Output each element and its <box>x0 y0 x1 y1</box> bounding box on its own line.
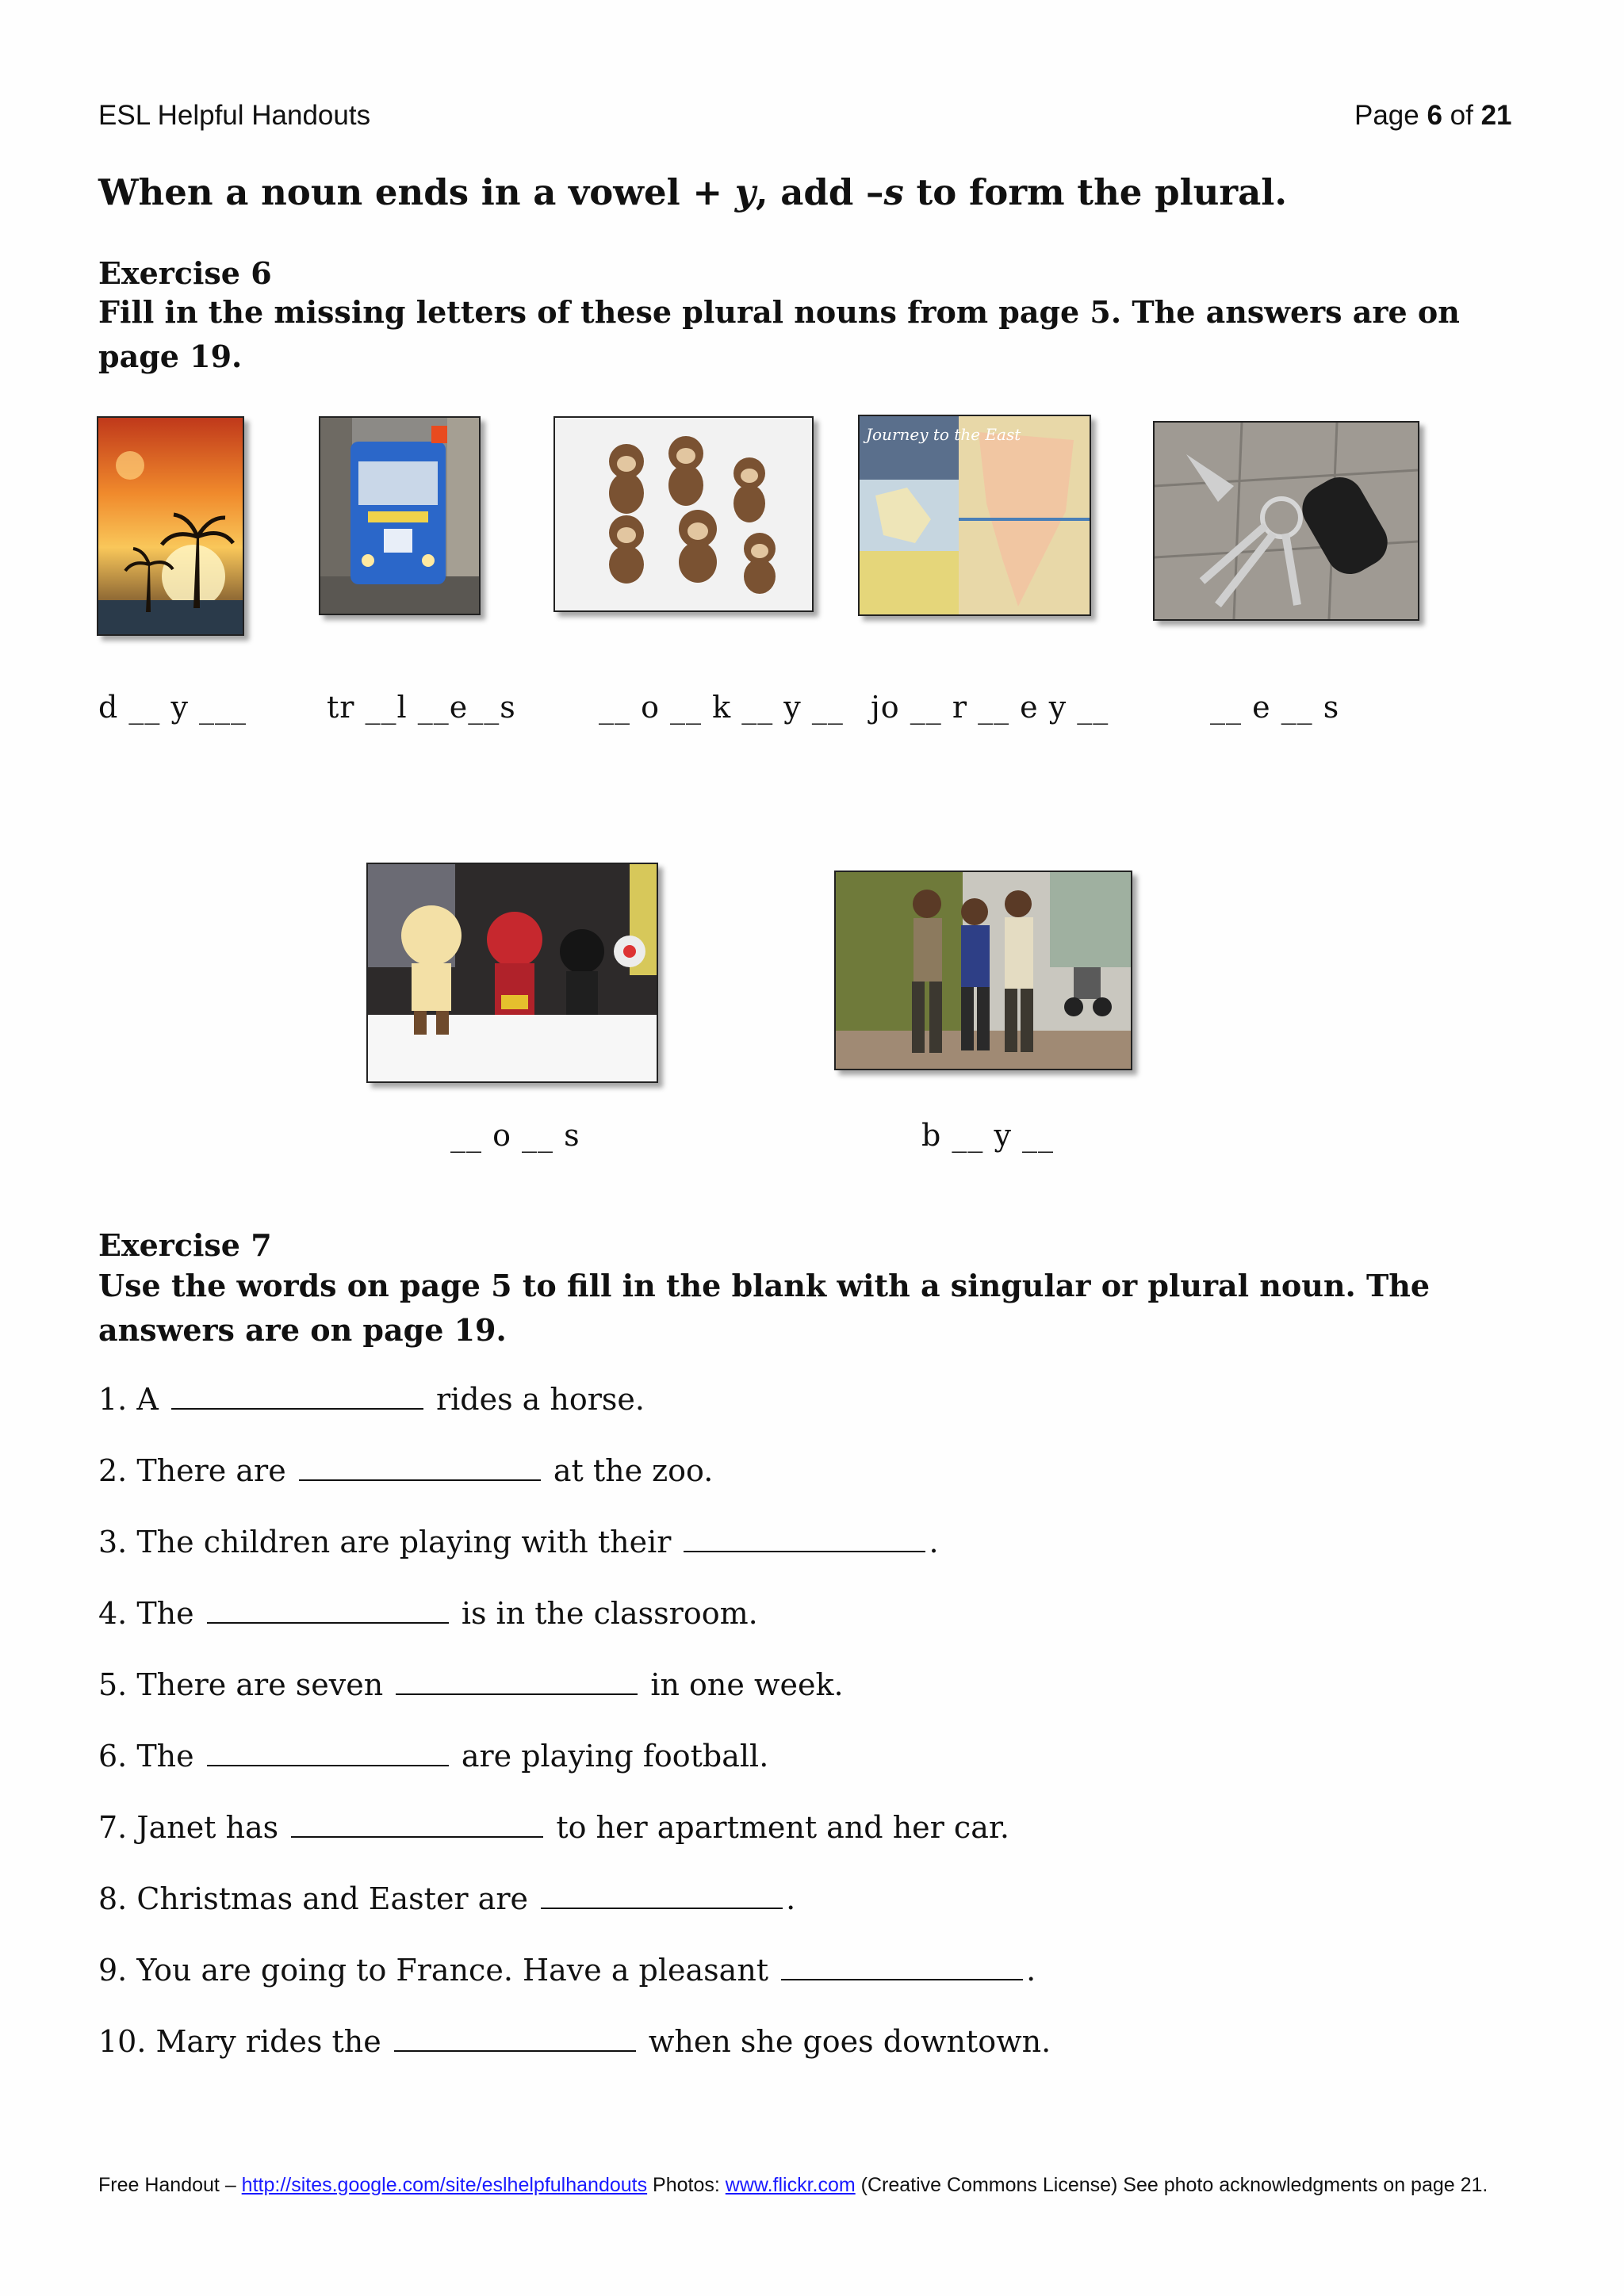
boys-image <box>836 872 1131 1069</box>
question-text: rides a horse. <box>426 1382 645 1417</box>
exercise7-title: Exercise 7 <box>98 1227 272 1263</box>
rule-part: When a noun ends in a vowel <box>98 171 693 213</box>
map-caption: Journey to the East <box>866 425 1021 444</box>
footer <box>98 2174 1488 2197</box>
footer-text: Photos: <box>647 2174 726 2196</box>
question-7 <box>98 1809 1009 1845</box>
question-text: 6. The <box>98 1739 204 1774</box>
question-text: 1. A <box>98 1382 168 1417</box>
map-image <box>860 416 1090 614</box>
monkeys-image <box>555 418 812 610</box>
clue-6: __ o __ s <box>450 1118 580 1153</box>
answer-blank[interactable] <box>291 1809 543 1838</box>
exercise6-instructions: Fill in the missing letters of these plural nouns from page 5. The answers are on page 19. <box>98 294 1460 374</box>
question-4 <box>98 1595 758 1631</box>
exercise7-instructions: Use the words on page 5 to fill in the blank with a singular or plural noun. The answers are on page 19. <box>98 1268 1431 1348</box>
question-text: . <box>1026 1953 1036 1988</box>
footer-link-handouts[interactable]: http://sites.google.com/site/eslhelpfulhandouts <box>241 2174 648 2196</box>
photo-keys <box>1153 421 1419 621</box>
rule-part: + y <box>692 171 756 213</box>
page-prefix: Page <box>1354 100 1427 131</box>
question-text: 3. The children are playing with their <box>98 1525 681 1559</box>
page-of: of <box>1442 100 1481 131</box>
photo-toys <box>366 863 658 1083</box>
question-text: 7. Janet has <box>98 1810 289 1845</box>
toys-image <box>368 864 657 1081</box>
clue-2: tr __l __e__s <box>327 690 516 725</box>
photo-sunset <box>97 416 244 636</box>
clue-3: __ o __ k __ y __ <box>599 690 844 725</box>
sunset-image <box>98 418 243 634</box>
clue-5: __ e __ s <box>1210 690 1340 725</box>
trolley-image <box>320 418 479 614</box>
footer-link-flickr[interactable]: www.flickr.com <box>725 2174 856 2196</box>
answer-blank[interactable] <box>171 1381 423 1410</box>
photo-journey-map <box>858 415 1091 616</box>
answer-blank[interactable] <box>541 1881 783 1909</box>
question-text: 8. Christmas and Easter are <box>98 1881 538 1916</box>
answer-blank[interactable] <box>394 2023 636 2052</box>
photo-trolley <box>319 416 481 615</box>
rule-part: to form the plural. <box>903 171 1288 213</box>
question-text: 4. The <box>98 1596 204 1631</box>
question-text: in one week. <box>641 1667 844 1702</box>
answer-blank[interactable] <box>781 1952 1023 1980</box>
question-10 <box>98 2023 1051 2059</box>
answer-blank[interactable] <box>299 1452 541 1481</box>
question-text: 10. Mary rides the <box>98 2024 391 2059</box>
page-indicator <box>1354 100 1512 132</box>
clue-1: d __ y ___ <box>98 690 247 725</box>
question-text: are playing football. <box>451 1739 769 1774</box>
rule-part: s <box>883 171 904 213</box>
question-text: 2. There are <box>98 1453 296 1488</box>
question-9 <box>98 1952 1036 1988</box>
clue-4: jo __ r __ e y __ <box>871 690 1109 725</box>
question-2 <box>98 1452 713 1488</box>
answer-blank[interactable] <box>207 1595 449 1624</box>
footer-text: Free Handout – <box>98 2174 242 2196</box>
rule-part: , add – <box>755 171 884 213</box>
question-text: to her apartment and her car. <box>546 1810 1009 1845</box>
question-text: . <box>929 1525 939 1559</box>
clue-7: b __ y __ <box>921 1118 1055 1153</box>
question-text: when she goes downtown. <box>638 2024 1051 2059</box>
keys-image <box>1155 423 1418 619</box>
page-total: 21 <box>1480 100 1512 131</box>
header-title: ESL Helpful Handouts <box>98 100 371 131</box>
question-text: 5. There are seven <box>98 1667 393 1702</box>
photo-boys <box>834 871 1132 1070</box>
photo-monkeys <box>553 416 814 612</box>
question-text: is in the classroom. <box>451 1596 758 1631</box>
answer-blank[interactable] <box>207 1738 449 1766</box>
page-current: 6 <box>1427 100 1442 131</box>
question-text: . <box>786 1881 796 1916</box>
question-6 <box>98 1738 768 1774</box>
footer-text: (Creative Commons License) See photo acknowledgments on page 21. <box>855 2174 1488 2196</box>
answer-blank[interactable] <box>684 1524 925 1552</box>
question-5 <box>98 1667 844 1702</box>
rule-heading <box>98 171 1287 213</box>
question-text: at the zoo. <box>543 1453 714 1488</box>
question-1 <box>98 1381 645 1417</box>
question-3 <box>98 1524 939 1559</box>
answer-blank[interactable] <box>396 1667 638 1695</box>
exercise6-title: Exercise 6 <box>98 255 272 291</box>
question-text: 9. You are going to France. Have a pleasant <box>98 1953 779 1988</box>
question-8 <box>98 1881 795 1916</box>
